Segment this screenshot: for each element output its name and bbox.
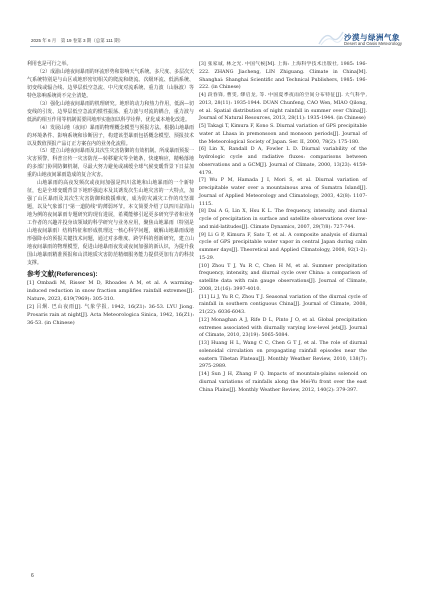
reference-item: [13] Huang H L, Wang C C, Chen G T J, et al. The role of diurnal solenoidal circulation on propagating rainfall episodes near the eastern Tibetan Plateau[J]. Monthly Weather Review, 2010, 138(7): 2975-2989. <box>199 341 367 370</box>
left-column <box>27 61 194 328</box>
reference-item: [14] Sun J H, Zhang F Q. Impacts of mountain-plains solenoid on diurnal variations of rainfalls along the Mei-Yu front over the east China Plains[J]. Monthly Weather Review, 2012, 140(2): 379-397. <box>199 372 367 393</box>
reference-item: [4] 段春锋, 曹雯, 缪启龙, 等. 中国夏季夜雨的空间分布特征[J]. 大气科学, 2013, 28(11): 1935-1944. DUAN Chunfeng, CAO Wen, MIAO Qilong, et al. Spatial distribution of night rainfall in summer over China[J]. Journal of Natural Resources, 2013, 28(11): 1935-1944. (in Chinese) <box>199 93 367 122</box>
paragraph: （3）强化山地夜间暴雨的机理研究。地形的动力和热力作用，低涡—切变线的引发、边界层低空急流的惯性振荡、重力波与对流的耦合，重力波与低涡的相互作用等机制需要同地形实施加以科学诠释，优化成本地化改进。 <box>27 100 194 123</box>
paragraph: 利用也是可行之举。 <box>27 61 72 67</box>
references-heading: 参考文献(References): <box>27 270 98 278</box>
reference-item: [11] Li J, Yu R C, Zhou T J. Seasonal variation of the diurnal cycle of rainfall in southern contiguous China[J]. Journal of Climate, 2008, 21(22): 6036-6043. <box>199 294 367 315</box>
header-divider <box>30 46 380 47</box>
journal-issue-meta: 2025 年 6 月 第 19 卷第 3 期（总第 111 期） <box>31 38 124 43</box>
reference-item: [6] Lin X, Randall D A, Fowler L D. Diurnal variability of the hydrologic cycle and radiative fluxes: comparisons between observations and a GCM[J]. Journal of Climate, 2000, 13(23): 4159-4179. <box>199 147 367 176</box>
page-number: 6 <box>31 573 34 579</box>
reference-item: [8] Dai A G, Lin X, Hsu K L. The frequency, intensity, and diurnal cycle of precipitation in surface and satellite observations over low- and mid-latitudes[J]. Climate Dynamics, 2007, 29(7/8): 727-744. <box>199 209 367 230</box>
reference-item: [9] Li G P, Kimura F, Sato T, et al. A composite analysis of diurnal cycle of GPS precipitable water vapor in central Japan during calm summer days[J]. Theoretical and Applied Climatology, 2008, 92(1-2): 15-29. <box>199 232 367 261</box>
paragraph: 山地暴雨的高夜发频次或夜间加强是四川盆地和山地暴雨的一个新特征，也是全球变暖背景下地形强迫本及其诱发次生山地灾害的一大特点，加强了山区暴雨及其次生灾害防御和救援难度，成为防灾减灾工作的攻坚课题，以及气象部门"第一道防线"的薄弱环节。本文简要介绍了以四川盆周山地为例的夜间暴雨专题研究的现有进展，希冀能够引起更多研究学者和业务工作者的兴趣并投身该领域的科学研究与业务应用，聚焦山地暴雨（特别是山地夜间暴雨）结构特征和形成机理这一核心科学问题，破解山地暴雨成地形强降水的预报关键技术问题，通过对多维度、跨学科的创新研究，建立山地夜间暴雨的物理模型，促进山地暴雨夜发或夜间加强的新认识，为提升我国山地暴雨精准预报和山洪地质灾害防范精细服务能力提供更加有力的科技支撑。 <box>27 180 194 266</box>
reference-item: [5] Takagi T, Kimura F, Kono S. Diurnal variation of GPS precipitable water at Lhasa in premonsoon and monsoon periods[J]. Journal of the Meteorological Society of Japan. Ser. II, 2000, 78(2): 175-180. <box>199 124 367 145</box>
journal-title-en: Desert and Oasis Meteorology <box>344 41 403 46</box>
journal-title-cn: 沙漠与绿洲气象 <box>344 33 400 42</box>
reference-item: [2] 吕炯. 巴山夜雨[J]. 气象学报, 1942, 16(Z1): 36-53. LYU Jiong. Prosaris rain at night[J]. Acta Meteorologica Sinica, 1942, 16(Z1): 36-53. (in Chinese) <box>27 303 194 326</box>
paragraph: （2）成渝山地夜间暴雨的环流形势和影响天气系统。多尺度、多层次天气系统特别是与山区或地形密切相关的爬流和绕流、次级环流、低涡系统、切变线或辐合线、边界层低空急流、中尺度对流系统、重力波（山脉波）等特色影响系统尚不完全清楚。 <box>27 68 194 99</box>
paragraph: （4）发展山地（夜间）暴雨的物理概念模型与预报方法。根据山地暴雨的环境条件、影响系统和诊断因子，构建该型暴雨包括概念模型、预报技术以及数值预报产品订正方案在内的业务化流程。 <box>27 124 194 147</box>
journal-logo-icon <box>318 29 344 46</box>
reference-item: [1] Ombadi M, Risser M D, Rhoades A M, et al. A warming-induced reduction in snow fraction amplifies rainfall extremes[J]. Nature, 2023, 619(7969): 305-310. <box>27 279 194 302</box>
right-column <box>199 61 367 394</box>
paragraph: （5）建立山地夜间暴雨及其次生灾害防御的有效机制。所成暴雨预报一灾害预警，科普宣传一灾害防范—转移避灾等全链条，快速响应，精畅落地的多部门协同防御机制，尽最大努力避免或减缓全球气候变暖背景下日益加重的山地夜间暴雨造成的复合灾害。 <box>27 148 194 179</box>
reference-item: [7] Wu P M, Hamada J I, Mori S, et al. Diurnal variation of precipitable water over a mountainous area of Sumatra Island[J]. Journal of Applied Meteorology and Climatology, 2003, 42(8): 1107-1115. <box>199 178 367 207</box>
reference-item: [3] 张家诚, 林之光. 中国气候[M]. 上海: 上海科学技术出版社, 1985: 196-222. ZHANG Jiacheng, LIN Zhiguang. Climate in China[M]. Shanghai: Shanghai Scientific and Technical Publishers, 1985: 196-222. (in Chinese) <box>199 62 367 91</box>
reference-item: [10] Zhou T J, Yu R C, Chen H M, et al. Summer precipitation frequency, intensity, and diurnal cycle over China: a comparison of satellite data with rain gauge observations[J]. Journal of Climate, 2008, 21(16): 3997-4010. <box>199 263 367 292</box>
reference-item: [12] Monaghan A J, Rife D L, Pinto J O, et al. Global precipitation extremes associated with diurnally varying low-level jets[J]. Journal of Climate, 2010, 23(19): 5065-5084. <box>199 317 367 339</box>
